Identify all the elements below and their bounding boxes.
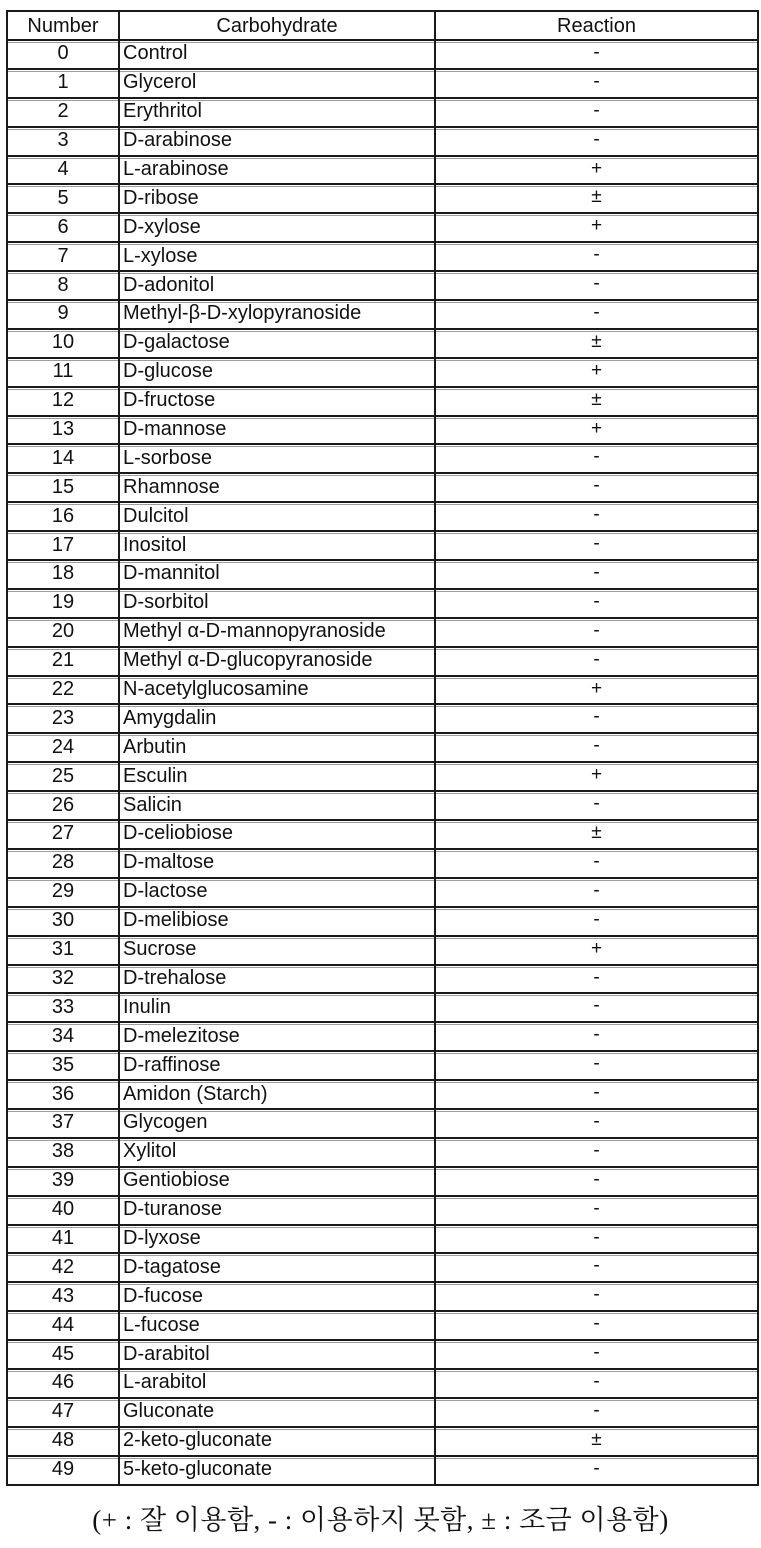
column-header-carbohydrate: Carbohydrate [120,12,436,39]
cell-carbohydrate: D-raffinose [120,1050,436,1079]
cell-reaction: - [436,1455,757,1484]
reaction-legend: (+ : 잘 이용함, - : 이용하지 못함, ± : 조금 이용함) [92,1505,669,1535]
cell-number: 26 [8,790,120,819]
cell-carbohydrate: D-mannitol [120,559,436,588]
cell-reaction: - [436,732,757,761]
cell-carbohydrate: Dulcitol [120,501,436,530]
cell-reaction: - [436,299,757,328]
cell-reaction: - [436,126,757,155]
cell-number: 32 [8,964,120,993]
cell-number: 44 [8,1310,120,1339]
table-row [8,328,757,357]
table-row [8,790,757,819]
cell-carbohydrate: 5-keto-gluconate [120,1455,436,1484]
cell-carbohydrate: Xylitol [120,1137,436,1166]
table-header [8,12,757,39]
cell-number: 24 [8,732,120,761]
cell-reaction: - [436,443,757,472]
cell-carbohydrate: Methyl-β-D-xylopyranoside [120,299,436,328]
cell-carbohydrate: D-melibiose [120,906,436,935]
table-row [8,1224,757,1253]
cell-carbohydrate: D-adonitol [120,270,436,299]
reaction-table-body [8,39,757,1484]
cell-reaction: + [436,212,757,241]
cell-carbohydrate: Methyl α-D-glucopyranoside [120,646,436,675]
table-row [8,617,757,646]
cell-reaction: - [436,1224,757,1253]
table-row [8,964,757,993]
cell-reaction: - [436,472,757,501]
cell-reaction: - [436,992,757,1021]
cell-number: 35 [8,1050,120,1079]
cell-number: 39 [8,1166,120,1195]
cell-number: 28 [8,848,120,877]
cell-reaction: - [436,1310,757,1339]
cell-reaction: + [436,415,757,444]
cell-number: 37 [8,1108,120,1137]
cell-number: 1 [8,68,120,97]
table-row [8,241,757,270]
table-row [8,1108,757,1137]
cell-number: 25 [8,761,120,790]
cell-carbohydrate: Glycerol [120,68,436,97]
cell-carbohydrate: D-arabitol [120,1339,436,1368]
table-row [8,443,757,472]
table-row [8,183,757,212]
cell-number: 3 [8,126,120,155]
cell-number: 36 [8,1079,120,1108]
table-row [8,732,757,761]
cell-number: 34 [8,1021,120,1050]
cell-reaction: - [436,501,757,530]
cell-reaction: ± [436,328,757,357]
cell-reaction: + [436,155,757,184]
cell-carbohydrate: D-galactose [120,328,436,357]
cell-reaction: - [436,97,757,126]
cell-reaction: - [436,1397,757,1426]
cell-reaction: + [436,935,757,964]
cell-reaction: - [436,530,757,559]
cell-reaction: - [436,1021,757,1050]
cell-number: 11 [8,357,120,386]
cell-carbohydrate: D-trehalose [120,964,436,993]
cell-reaction: - [436,68,757,97]
cell-number: 8 [8,270,120,299]
cell-number: 7 [8,241,120,270]
cell-number: 47 [8,1397,120,1426]
cell-number: 29 [8,877,120,906]
table-row [8,1310,757,1339]
cell-reaction: - [436,1079,757,1108]
table-row [8,501,757,530]
cell-number: 27 [8,819,120,848]
cell-carbohydrate: L-fucose [120,1310,436,1339]
table-row [8,386,757,415]
cell-number: 20 [8,617,120,646]
table-row [8,472,757,501]
table-row [8,299,757,328]
cell-number: 10 [8,328,120,357]
table-row [8,415,757,444]
cell-number: 18 [8,559,120,588]
cell-number: 2 [8,97,120,126]
cell-reaction: - [436,848,757,877]
cell-carbohydrate: D-ribose [120,183,436,212]
table-row [8,1021,757,1050]
table-row [8,97,757,126]
table-row [8,1281,757,1310]
table-row [8,559,757,588]
cell-carbohydrate: D-glucose [120,357,436,386]
cell-reaction: + [436,761,757,790]
cell-carbohydrate: D-maltose [120,848,436,877]
cell-number: 42 [8,1252,120,1281]
cell-carbohydrate: D-xylose [120,212,436,241]
cell-carbohydrate: Esculin [120,761,436,790]
table-row [8,1368,757,1397]
cell-reaction: ± [436,183,757,212]
column-header-reaction: Reaction [557,14,636,37]
table-row [8,1397,757,1426]
cell-carbohydrate: D-lyxose [120,1224,436,1253]
cell-carbohydrate: Rhamnose [120,472,436,501]
table-row [8,1252,757,1281]
table-row [8,39,757,68]
cell-reaction: ± [436,819,757,848]
cell-number: 4 [8,155,120,184]
table-row [8,68,757,97]
cell-carbohydrate: D-fucose [120,1281,436,1310]
cell-number: 30 [8,906,120,935]
cell-reaction: - [436,588,757,617]
table-row [8,1050,757,1079]
table-row [8,155,757,184]
cell-number: 14 [8,443,120,472]
cell-carbohydrate: Amidon (Starch) [120,1079,436,1108]
cell-number: 21 [8,646,120,675]
table-row [8,646,757,675]
cell-number: 15 [8,472,120,501]
cell-carbohydrate: D-lactose [120,877,436,906]
cell-number: 16 [8,501,120,530]
cell-number: 43 [8,1281,120,1310]
cell-carbohydrate: Glycogen [120,1108,436,1137]
cell-number: 49 [8,1455,120,1484]
cell-carbohydrate: N-acetylglucosamine [120,675,436,704]
cell-reaction: - [436,906,757,935]
table-row [8,675,757,704]
cell-carbohydrate: Control [120,39,436,68]
cell-number: 22 [8,675,120,704]
cell-carbohydrate: Methyl α-D-mannopyranoside [120,617,436,646]
cell-carbohydrate: D-turanose [120,1195,436,1224]
table-row [8,848,757,877]
table-row [8,212,757,241]
cell-reaction: - [436,1339,757,1368]
cell-carbohydrate: L-xylose [120,241,436,270]
cell-number: 9 [8,299,120,328]
cell-carbohydrate: Salicin [120,790,436,819]
cell-number: 6 [8,212,120,241]
cell-number: 38 [8,1137,120,1166]
cell-reaction: + [436,675,757,704]
cell-reaction: - [436,1050,757,1079]
header-row [8,12,757,39]
table-row [8,1455,757,1484]
cell-carbohydrate: D-celiobiose [120,819,436,848]
column-header-number: Number [8,12,120,39]
cell-reaction: - [436,964,757,993]
table-row [8,126,757,155]
table-row [8,1339,757,1368]
cell-reaction: - [436,559,757,588]
table-row [8,1426,757,1455]
cell-carbohydrate: L-arabitol [120,1368,436,1397]
cell-reaction: - [436,646,757,675]
cell-carbohydrate: Amygdalin [120,703,436,732]
cell-number: 41 [8,1224,120,1253]
cell-carbohydrate: D-sorbitol [120,588,436,617]
cell-number: 17 [8,530,120,559]
table-row [8,877,757,906]
table-row [8,703,757,732]
cell-carbohydrate: Inulin [120,992,436,1021]
cell-reaction: ± [436,1426,757,1455]
cell-carbohydrate: D-mannose [120,415,436,444]
cell-carbohydrate: Sucrose [120,935,436,964]
cell-carbohydrate: Inositol [120,530,436,559]
cell-reaction: - [436,39,757,68]
table-row [8,588,757,617]
cell-number: 45 [8,1339,120,1368]
cell-number: 46 [8,1368,120,1397]
cell-carbohydrate: D-tagatose [120,1252,436,1281]
reaction-table [6,10,759,1486]
cell-reaction: - [436,1281,757,1310]
table-row [8,357,757,386]
cell-reaction: - [436,1166,757,1195]
table-row [8,1195,757,1224]
table-row [8,992,757,1021]
cell-number: 40 [8,1195,120,1224]
cell-number: 5 [8,183,120,212]
cell-reaction: + [436,357,757,386]
cell-carbohydrate: 2-keto-gluconate [120,1426,436,1455]
cell-carbohydrate: L-sorbose [120,443,436,472]
cell-carbohydrate: Gluconate [120,1397,436,1426]
cell-number: 12 [8,386,120,415]
cell-reaction: - [436,1195,757,1224]
cell-number: 19 [8,588,120,617]
cell-number: 23 [8,703,120,732]
cell-carbohydrate: Gentiobiose [120,1166,436,1195]
table-row [8,270,757,299]
cell-carbohydrate: D-arabinose [120,126,436,155]
table-row [8,530,757,559]
cell-carbohydrate: Arbutin [120,732,436,761]
table-row [8,761,757,790]
cell-reaction: - [436,1252,757,1281]
cell-number: 0 [8,39,120,68]
cell-reaction: - [436,790,757,819]
cell-reaction: ± [436,386,757,415]
table-row [8,906,757,935]
cell-reaction: - [436,1137,757,1166]
cell-reaction: - [436,877,757,906]
table-row [8,819,757,848]
cell-number: 13 [8,415,120,444]
cell-reaction: - [436,241,757,270]
table-row [8,935,757,964]
table-row [8,1079,757,1108]
cell-carbohydrate: L-arabinose [120,155,436,184]
cell-carbohydrate: D-fructose [120,386,436,415]
cell-number: 33 [8,992,120,1021]
cell-carbohydrate: Erythritol [120,97,436,126]
cell-reaction: - [436,270,757,299]
cell-reaction: - [436,1108,757,1137]
cell-reaction: - [436,1368,757,1397]
table-row [8,1137,757,1166]
cell-carbohydrate: D-melezitose [120,1021,436,1050]
cell-number: 31 [8,935,120,964]
cell-reaction: - [436,703,757,732]
cell-reaction: - [436,617,757,646]
carbohydrate-reaction-table [6,10,759,1486]
table-row [8,1166,757,1195]
cell-number: 48 [8,1426,120,1455]
